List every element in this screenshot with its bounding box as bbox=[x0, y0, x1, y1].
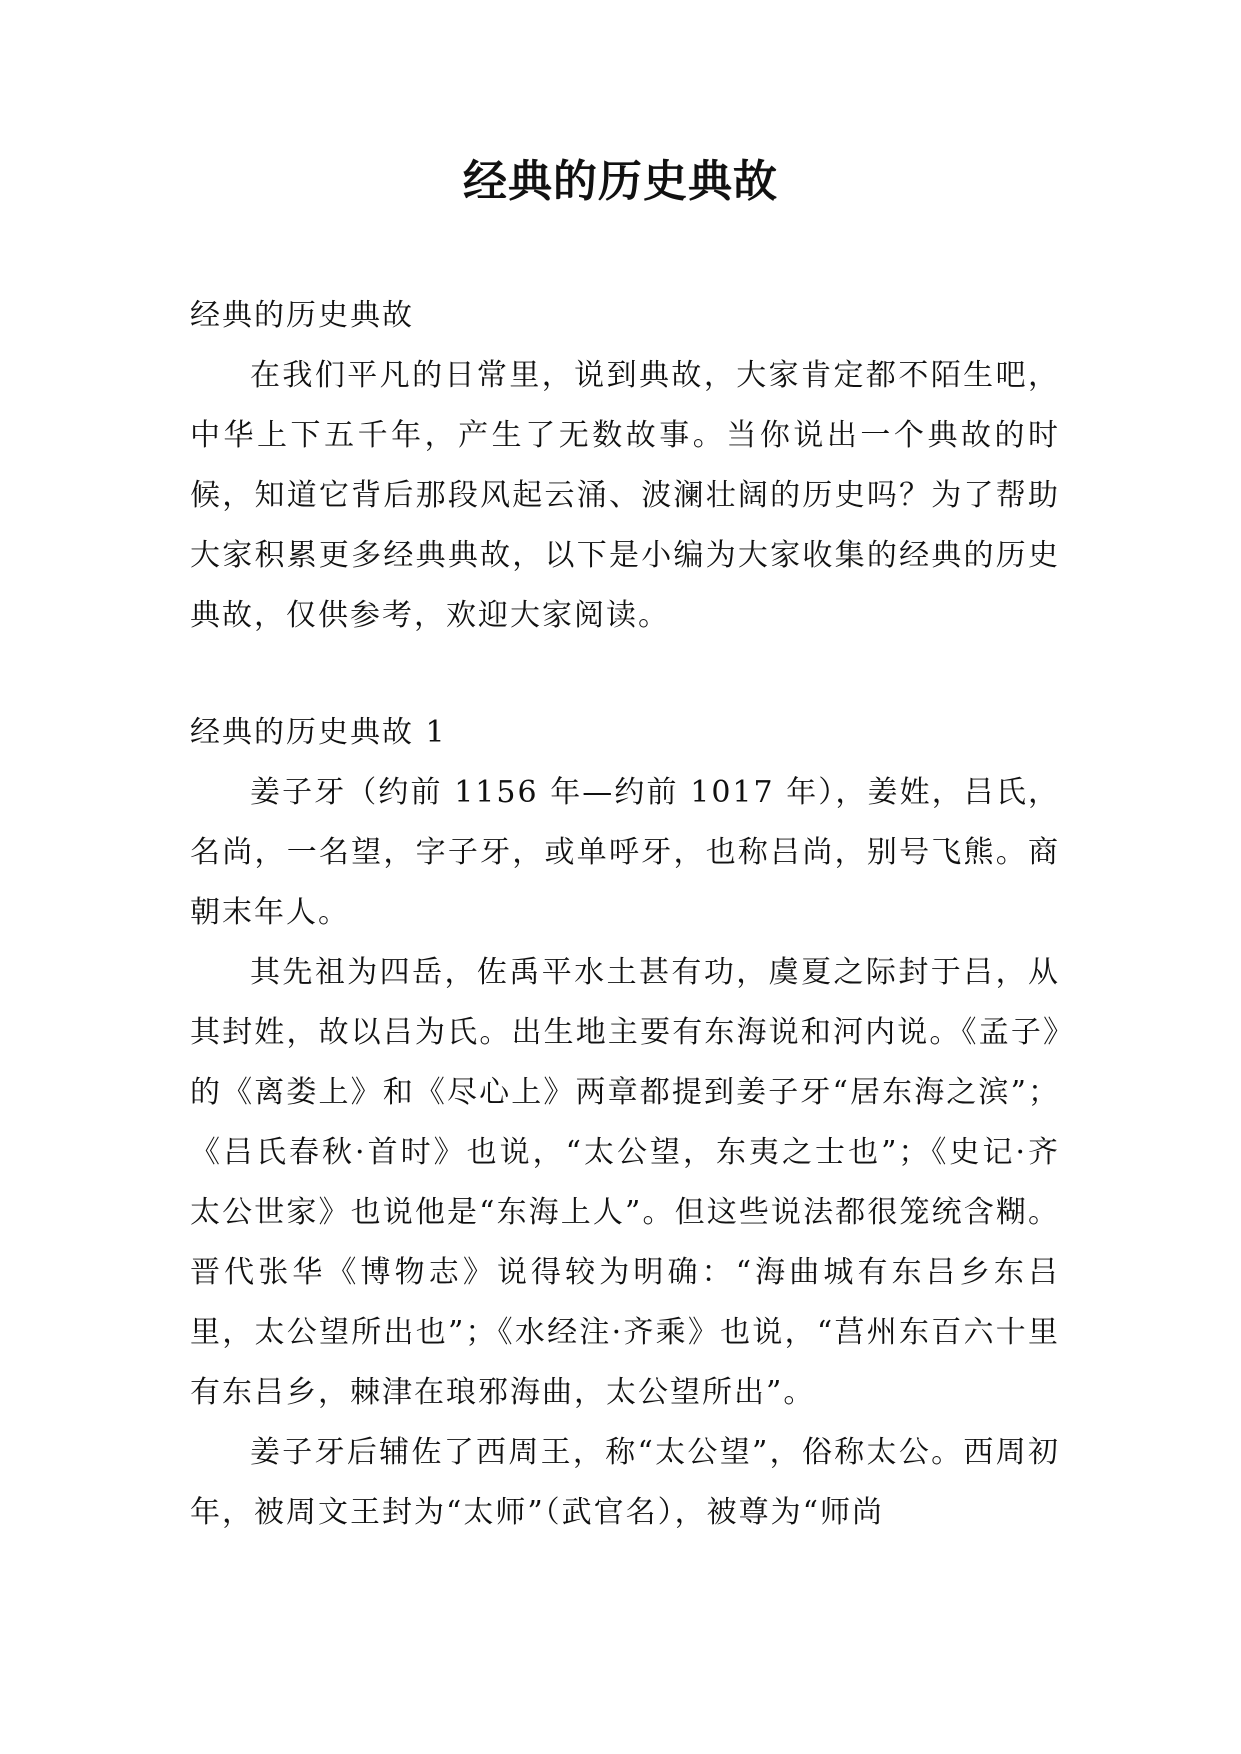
paragraph-western-zhou: 姜子牙后辅佐了西周王，称“太公望”，俗称太公。西周初年，被周文王封为“太师”（武官名），被尊为“师尚 bbox=[190, 1435, 1060, 1530]
section-heading-1: 经典的历史典故 1 bbox=[190, 715, 447, 750]
document-title: 经典的历史典故 bbox=[463, 156, 778, 207]
paragraph-ancestry: 其先祖为四岳，佐禹平水土甚有功，虞夏之际封于吕，从其封姓，故以吕为氏。出生地主要有东海说和河内说。《孟子》的《离娄上》和《尽心上》两章都提到姜子牙“居东海之滨”；《吕氏春秋·首时》也说，“太公望，东夷之士也”；《史记·齐太公世家》也说他是“东海上人”。但这些说法都很笼统含糊。晋代张华《博物志》说得较为明确：“海曲城有东吕乡东吕里，太公望所出也”；《水经注·齐乘》也说，“莒州东百六十里有东吕乡，棘津在琅邪海曲，太公望所出”。 bbox=[190, 955, 1060, 1410]
document-body bbox=[190, 286, 1060, 1543]
intro-paragraph: 在我们平凡的日常里，说到典故，大家肯定都不陌生吧，中华上下五千年，产生了无数故事。当你说出一个典故的时候，知道它背后那段风起云涌、波澜壮阔的历史吗？为了帮助大家积累更多经典典故，以下是小编为大家收集的经典的历史典故，仅供参考，欢迎大家阅读。 bbox=[190, 358, 1060, 633]
section-gap bbox=[190, 646, 1060, 703]
paragraph-jiang-ziya-intro: 姜子牙（约前 1156 年—约前 1017 年），姜姓，吕氏，名尚，一名望，字子牙，或单呼牙，也称吕尚，别号飞熊。商朝末年人。 bbox=[190, 775, 1060, 930]
section-heading: 经典的历史典故 bbox=[190, 298, 414, 333]
